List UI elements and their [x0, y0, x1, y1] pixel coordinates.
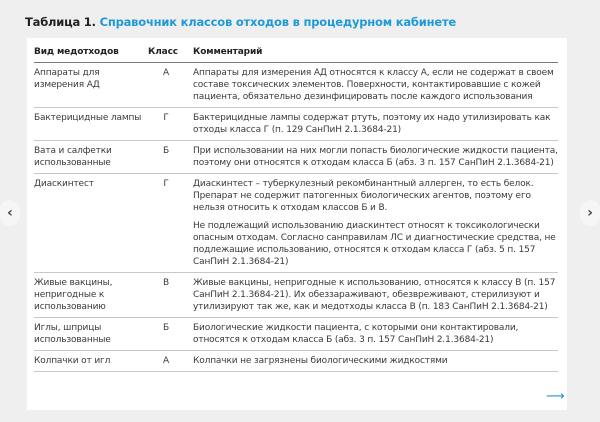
cell-comment — [188, 108, 558, 141]
table-card — [27, 38, 567, 410]
cell-type: Колпачки от игл — [34, 351, 144, 372]
table-row — [34, 351, 558, 372]
cell-type: Живые вакцины, непригодные к использованию — [34, 273, 144, 318]
header-type: Вид медотходов — [34, 42, 144, 63]
cell-comment — [188, 63, 558, 108]
cell-class: А — [144, 63, 188, 108]
cell-class: Г — [144, 174, 188, 273]
cell-comment — [188, 174, 558, 273]
table-row — [34, 174, 558, 273]
chevron-right-icon: › — [587, 205, 593, 221]
table-caption: Справочник классов отходов в процедурном кабинете — [99, 15, 457, 29]
table-number: Таблица 1. — [25, 15, 96, 29]
comment-text: Диаскинтест – туберкулезный рекомбинантный аллерген, то есть белок. Препарат не содержит патогенных биологических агентов, поэтому его нельзя относить к отходам классов Б и В. — [193, 179, 534, 213]
cell-type: Бактерицидные лампы — [34, 108, 144, 141]
cell-comment — [188, 318, 558, 351]
comment-text: Биологические жидкости пациента, с которыми они контактировали, относятся к отходам класса Б (абз. 3 п. 157 СанПиН 2.1.3684-21) — [193, 323, 519, 345]
cell-comment — [188, 141, 558, 174]
cell-comment — [188, 273, 558, 318]
cell-class: В — [144, 273, 188, 318]
comment-text: Не подлежащий использованию диаскинтест относят к токсикологически опасным отходам. Согласно санправилам ЛС и диагностические средства, не подлежащие использованию, относятся к отходам класса Г (абз. 5 п. 157 СанПиН 2.1.3684-21) — [193, 221, 556, 267]
table-row — [34, 318, 558, 351]
table-row — [34, 141, 558, 174]
comment-text: Живые вакцины, непригодные к использованию, относятся к классу В (п. 157 СанПиН 2.1.3684-21). Их обеззараживают, обезвреживают, стерилизуют и утилизируют так же, как и медотходы класса В (п. 183 СанПиН 2.1.3684-21) — [193, 278, 556, 312]
cell-class: Б — [144, 318, 188, 351]
prev-button[interactable] — [0, 200, 20, 226]
table-row — [34, 63, 558, 108]
continue-arrow-icon[interactable]: ⟶ — [546, 389, 565, 404]
cell-class: А — [144, 351, 188, 372]
header-class: Класс — [144, 42, 188, 63]
table-row — [34, 108, 558, 141]
cell-type: Иглы, шприцы использованные — [34, 318, 144, 351]
table-row — [34, 273, 558, 318]
comment-text: Колпачки не загрязнены биологическими жидкостями — [193, 356, 448, 366]
cell-comment — [188, 351, 558, 372]
header-comment: Комментарий — [188, 42, 558, 63]
comment-text: Бактерицидные лампы содержат ртуть, поэтому их надо утилизировать как отходы класса Г (п. 129 СанПиН 2.1.3684-21) — [193, 113, 551, 135]
comment-text: Аппараты для измерения АД относятся к классу А, если не содержат в своем составе токсических элементов. Поверхности, контактировавшие с кожей пациента, обязательно дезинфицировать после каждого использования — [193, 68, 554, 102]
cell-class: Г — [144, 108, 188, 141]
cell-type: Аппараты для измерения АД — [34, 63, 144, 108]
waste-classes-table — [34, 42, 558, 372]
cell-class: Б — [144, 141, 188, 174]
comment-text: При использовании на них могли попасть биологические жидкости пациента, поэтому они относятся к отходам класса Б (абз. 3 п. 157 СанПиН 2.1.3684-21) — [193, 146, 558, 168]
chevron-left-icon: ‹ — [7, 205, 13, 221]
table-header-row — [34, 42, 558, 63]
cell-type: Диаскинтест — [34, 174, 144, 273]
cell-type: Вата и салфетки использованные — [34, 141, 144, 174]
next-button[interactable] — [580, 200, 600, 226]
table-title — [25, 15, 456, 29]
